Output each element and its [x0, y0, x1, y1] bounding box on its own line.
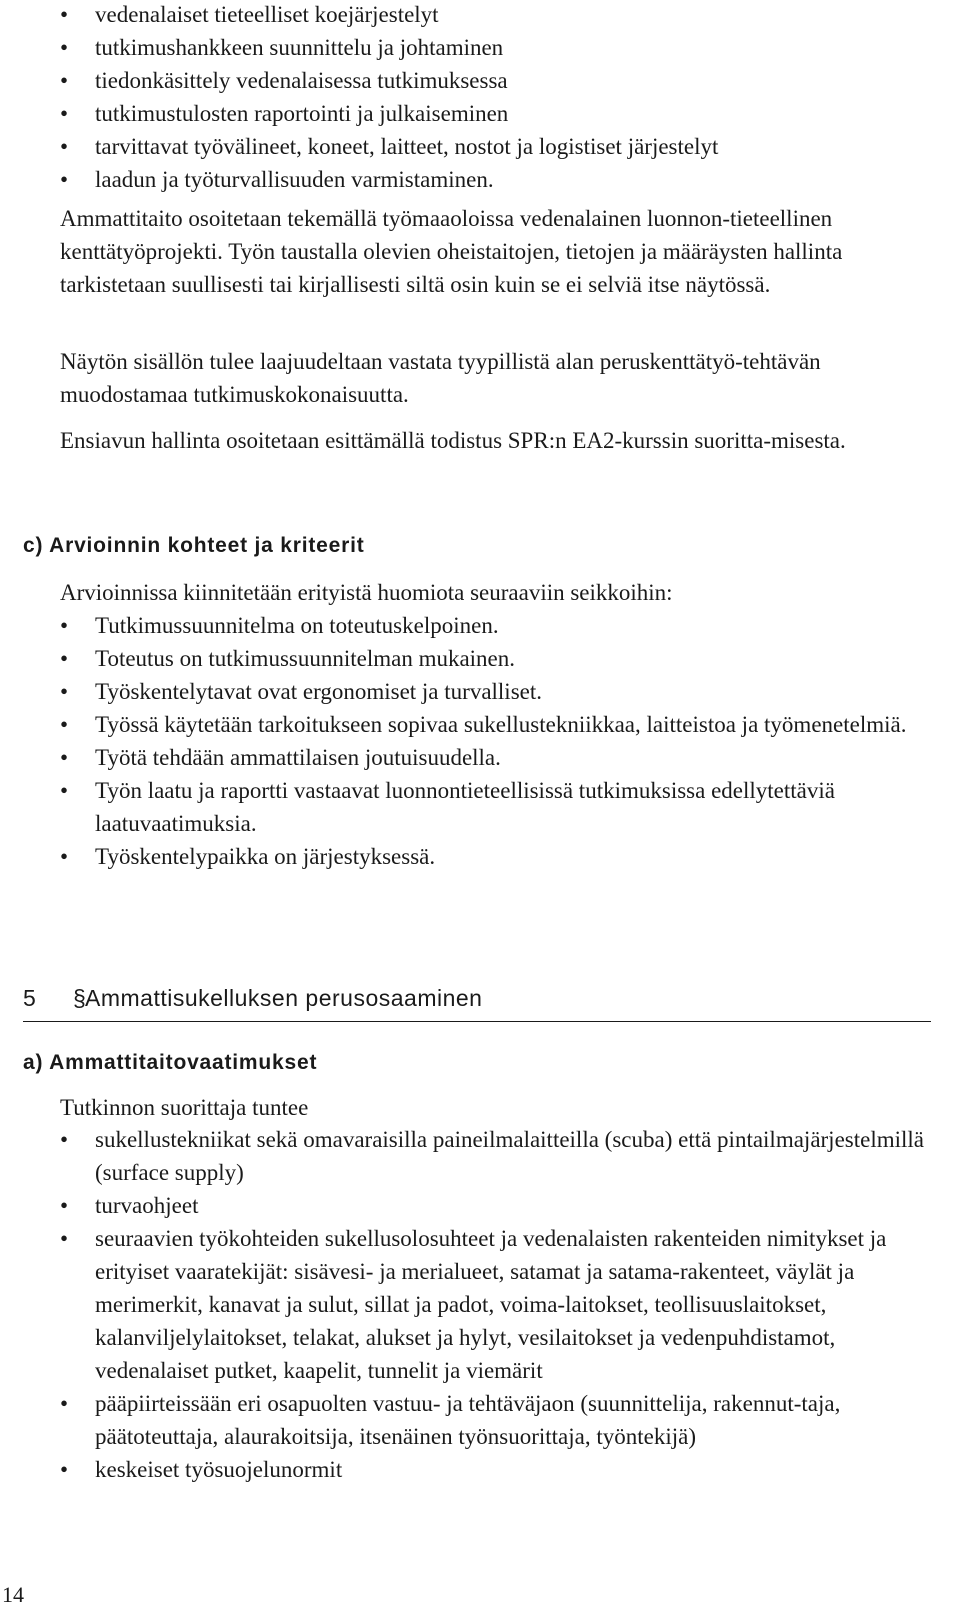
bullet-icon — [60, 163, 80, 196]
bullet-icon — [60, 708, 80, 741]
list-item: • Työskentelytavat ovat ergonomiset ja turvalliset. — [60, 675, 930, 708]
bullet-icon — [60, 130, 80, 163]
bullet-icon — [60, 741, 80, 774]
list-item: • Tutkimussuunnitelma on toteutuskelpoinen. — [60, 609, 930, 642]
section-5-heading — [23, 985, 931, 1022]
bullet-icon — [60, 1387, 80, 1420]
list-item: • turvaohjeet — [60, 1189, 930, 1222]
paragraph-sign: § — [73, 985, 87, 1011]
paragraph-demonstration: Ammattitaito osoitetaan tekemällä työmaaoloissa vedenalainen luonnon-tieteellinen kenttätyöprojekti. Työn taustalla olevien oheistaitojen, tietojen ja määräysten hallinta tarkistetaan suullisesti tai kirjallisesti siltä osin kuin se ei selviä itse näytössä. — [60, 206, 843, 297]
bullet-icon — [60, 774, 80, 807]
list-item: • Työn laatu ja raportti vastaavat luonnontieteellisissä tutkimuksissa edellytettäviä laatuvaatimuksia. — [60, 774, 930, 840]
list-item: • tarvittavat työvälineet, koneet, laitteet, nostot ja logistiset järjestelyt — [60, 130, 930, 163]
list-item: • Työskentelypaikka on järjestyksessä. — [60, 840, 930, 873]
section-a-heading: a) Ammattitaitovaatimukset — [23, 1051, 318, 1074]
list-item: • pääpiirteissään eri osapuolten vastuu- ja tehtäväjaon (suunnittelija, rakennut-taja, päätoteuttaja, alaurakoitsija, itsenäinen työnsuorittaja, työntekijä) — [60, 1387, 930, 1453]
bullet-icon — [60, 1222, 80, 1255]
list-item: • Työtä tehdään ammattilaisen joutuisuudella. — [60, 741, 930, 774]
section-c-heading: c) Arvioinnin kohteet ja kriteerit — [23, 534, 365, 557]
list-item: • seuraavien työkohteiden sukellusolosuhteet ja vedenalaisten rakenteiden nimitykset ja erityiset vaaratekijät: sisävesi- ja merialueet, satamat ja satama-rakenteet, väylät ja merimerkit, kanavat ja sulut, sillat ja padot, voima-laitokset, teollisuuslaitokset, kalanviljelylaitokset, telakat, alukset ja hylyt, vesilaitokset ja vedenpuhdistamot, vedenalaiset putket, kaapelit, tunnelit ja viemärit — [60, 1222, 930, 1387]
section-a-intro: Tutkinnon suorittaja tuntee — [60, 1095, 309, 1120]
list-item: • tutkimushankkeen suunnittelu ja johtaminen — [60, 31, 930, 64]
section-title: Ammattisukelluksen perusosaaminen — [85, 985, 483, 1011]
bullet-icon — [60, 1189, 80, 1222]
list-item: • keskeiset työsuojelunormit — [60, 1453, 930, 1486]
bullet-icon — [60, 675, 80, 708]
section-number: 5 — [23, 985, 37, 1011]
bullet-icon — [60, 609, 80, 642]
list-item: • laadun ja työturvallisuuden varmistaminen. — [60, 163, 930, 196]
list-item: • tutkimustulosten raportointi ja julkaiseminen — [60, 97, 930, 130]
bullet-icon — [60, 31, 80, 64]
bullet-icon — [60, 0, 80, 31]
requirements-list — [60, 1123, 930, 1486]
bullet-icon — [60, 97, 80, 130]
bullet-icon — [60, 1453, 80, 1486]
paragraph-demonstration-scope: Näytön sisällön tulee laajuudeltaan vastata tyypillistä alan peruskenttätyö-tehtävän muodostamaa tutkimuskokonaisuutta. — [60, 349, 821, 407]
bullet-icon — [60, 64, 80, 97]
list-item: • vedenalaiset tieteelliset koejärjestelyt — [60, 0, 930, 31]
criteria-list — [60, 609, 930, 873]
top-bullet-list — [60, 0, 930, 196]
bullet-icon — [60, 1123, 80, 1156]
paragraph-first-aid: Ensiavun hallinta osoitetaan esittämällä todistus SPR:n EA2-kurssin suoritta-misesta. — [60, 428, 846, 453]
list-item: • sukellustekniikat sekä omavaraisilla paineilmalaitteilla (scuba) että pintailmajärjestelmillä (surface supply) — [60, 1123, 930, 1189]
page-number: 14 — [2, 1582, 24, 1607]
bullet-icon — [60, 642, 80, 675]
section-c-intro: Arvioinnissa kiinnitetään erityistä huomiota seuraaviin seikkoihin: — [60, 580, 673, 605]
list-item: • tiedonkäsittely vedenalaisessa tutkimuksessa — [60, 64, 930, 97]
bullet-icon — [60, 840, 80, 873]
list-item: • Toteutus on tutkimussuunnitelman mukainen. — [60, 642, 930, 675]
list-item: • Työssä käytetään tarkoitukseen sopivaa sukellustekniikkaa, laitteistoa ja työmenetelmiä. — [60, 708, 930, 741]
